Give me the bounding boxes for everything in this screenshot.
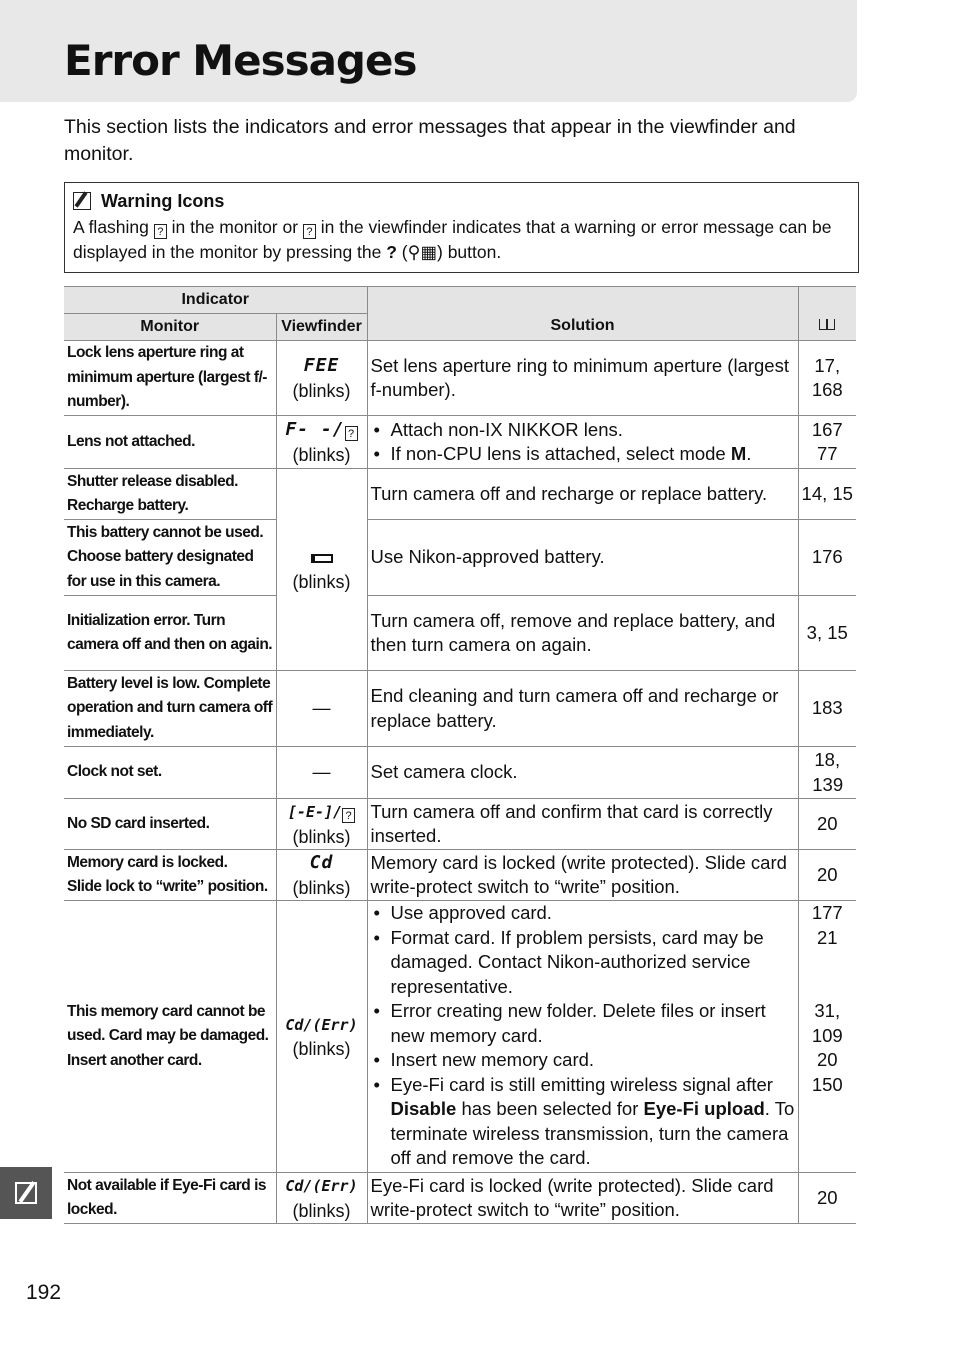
monitor-message: Clock not set. bbox=[64, 747, 276, 799]
solution-text bbox=[367, 416, 798, 469]
table-row bbox=[64, 799, 856, 850]
table-row bbox=[64, 1173, 856, 1224]
note-icon bbox=[73, 192, 91, 210]
help-icon: ? bbox=[342, 808, 355, 823]
solution-item bbox=[371, 1073, 795, 1171]
blinks-note: (blinks) bbox=[292, 571, 351, 592]
solution-text: Eye-Fi card is locked (write protected). Slide card write-protect switch to “write” position. bbox=[367, 1173, 798, 1224]
blinks-note: (blinks) bbox=[292, 1200, 351, 1221]
warning-header bbox=[73, 189, 850, 213]
warning-text-part: in the viewfinder indicates that a warning or error message can be displayed in the monitor by pressing the bbox=[73, 217, 832, 262]
help-icon: ? bbox=[303, 224, 316, 239]
warning-text-part: A flashing bbox=[73, 217, 154, 237]
monitor-message: Battery level is low. Complete operation and turn camera off immediately. bbox=[64, 671, 276, 747]
solution-part: If non-CPU lens is attached, select mode bbox=[390, 443, 731, 464]
page-ref: 20 bbox=[798, 1173, 856, 1224]
viewfinder-indicator bbox=[276, 341, 367, 416]
mode-m: M bbox=[730, 443, 747, 464]
solution-item bbox=[371, 442, 795, 467]
page-ref: 183 bbox=[798, 671, 856, 747]
solution-text: Turn camera off and recharge or replace battery. bbox=[367, 469, 798, 520]
viewfinder-code: Cd bbox=[309, 852, 334, 873]
page-ref-item: 18, 139 bbox=[812, 749, 844, 795]
viewfinder-code: FEE bbox=[303, 355, 340, 376]
table-row bbox=[64, 671, 856, 747]
viewfinder-indicator bbox=[276, 1173, 367, 1224]
table-row bbox=[64, 416, 856, 469]
monitor-message: This battery cannot be used. Choose battery designated for use in this camera. bbox=[64, 520, 276, 596]
monitor-message-line: Slide lock to “write” position. bbox=[67, 878, 268, 895]
page-ref-item: 109 bbox=[811, 1024, 843, 1046]
page-title: Error Messages bbox=[64, 36, 417, 85]
warning-icons-box bbox=[64, 182, 859, 273]
warning-text-part: ( bbox=[396, 242, 408, 262]
viewfinder-indicator: — bbox=[276, 747, 367, 799]
page-ref bbox=[798, 901, 856, 1173]
solution-text bbox=[367, 901, 798, 1173]
monitor-message: Lock lens aperture ring at minimum aperture (largest f/-number). bbox=[64, 341, 276, 416]
page-ref-item: 31, bbox=[814, 1000, 841, 1021]
warning-text bbox=[73, 215, 850, 265]
solution-text: Memory card is locked (write protected). Slide card write-protect switch to “write” position. bbox=[367, 850, 798, 901]
page-ref-item: 177 bbox=[811, 902, 843, 923]
page-ref bbox=[798, 747, 856, 799]
warning-text-part: ) button. bbox=[437, 242, 502, 262]
header-solution: Solution bbox=[367, 287, 798, 341]
viewfinder-indicator bbox=[276, 416, 367, 469]
viewfinder-indicator: — bbox=[276, 671, 367, 747]
viewfinder-code: Cd/(Err) bbox=[285, 1177, 358, 1195]
solution-item: • Format card. If problem persists, card may be damaged. Contact Nikon-authorized service representative. bbox=[371, 926, 795, 1000]
page-number: 192 bbox=[26, 1281, 62, 1304]
monitor-message: Lens not attached. bbox=[64, 416, 276, 469]
monitor-message: Initialization error. Turn camera off and then on again. bbox=[64, 596, 276, 671]
error-messages-table bbox=[64, 286, 856, 1224]
viewfinder-indicator bbox=[276, 850, 367, 901]
menu-option-eye-fi-upload: Eye-Fi upload bbox=[643, 1098, 765, 1119]
blinks-note: (blinks) bbox=[292, 1039, 351, 1059]
viewfinder-code: F- -/ bbox=[285, 419, 345, 440]
solution-text: Set camera clock. bbox=[367, 747, 798, 799]
page-ref-spacer bbox=[802, 975, 854, 1000]
solution-text: Turn camera off and confirm that card is correctly inserted. bbox=[367, 799, 798, 850]
page-ref: 20 bbox=[798, 850, 856, 901]
monitor-message: Shutter release disabled. Recharge battery. bbox=[64, 469, 276, 520]
monitor-message: This memory card cannot be used. Card may be damaged. Insert another card. bbox=[64, 901, 276, 1173]
solution-item: • Insert new memory card. bbox=[371, 1048, 795, 1073]
viewfinder-indicator bbox=[276, 901, 367, 1173]
solution-text: Set lens aperture ring to minimum aperture (largest f-number). bbox=[367, 341, 798, 416]
header-monitor: Monitor bbox=[64, 314, 276, 341]
monitor-message: No SD card inserted. bbox=[64, 799, 276, 850]
viewfinder-code: Cd/(Err) bbox=[285, 1015, 358, 1034]
table-row bbox=[64, 596, 856, 671]
table-row bbox=[64, 747, 856, 799]
solution-part: . To terminate wireless transmission, turn the camera off and remove the card. bbox=[390, 1098, 795, 1168]
solution-part: . bbox=[746, 443, 752, 464]
page-ref-item: 77 bbox=[816, 443, 838, 464]
header-page bbox=[798, 287, 856, 341]
table-row bbox=[64, 469, 856, 520]
solution-item: • Error creating new folder. Delete files or insert new memory card. bbox=[371, 999, 795, 1048]
section-tab bbox=[0, 1167, 52, 1219]
page-ref: 3, 15 bbox=[798, 596, 856, 671]
solution-text: Turn camera off, remove and replace battery, and then turn camera on again. bbox=[367, 596, 798, 671]
help-button-symbol: ? bbox=[386, 242, 397, 262]
page-ref-spacer bbox=[802, 950, 854, 975]
viewfinder-code: [-E-]/ bbox=[287, 803, 343, 821]
page-ref: 20 bbox=[798, 799, 856, 850]
page-ref-item: 21 bbox=[816, 926, 838, 948]
help-icon: ? bbox=[345, 426, 358, 441]
monitor-message: Not available if Eye-Fi card is locked. bbox=[64, 1173, 276, 1224]
header-indicator: Indicator bbox=[64, 287, 367, 314]
help-icon: ? bbox=[154, 224, 167, 239]
zoom-out-thumbnail-icon: ⚲▦ bbox=[407, 242, 437, 262]
table-row bbox=[64, 901, 856, 1173]
page-ref bbox=[798, 416, 856, 469]
blinks-note: (blinks) bbox=[292, 826, 351, 847]
table-row bbox=[64, 341, 856, 416]
warning-text-part: in the monitor or bbox=[166, 217, 303, 237]
page-ref: 14, 15 bbox=[798, 469, 856, 520]
viewfinder-indicator bbox=[276, 469, 367, 671]
page-ref-item: 167 bbox=[811, 418, 843, 440]
monitor-message bbox=[64, 850, 276, 901]
note-icon bbox=[15, 1182, 37, 1204]
blinks-note: (blinks) bbox=[292, 877, 351, 898]
solution-text: Use Nikon-approved battery. bbox=[367, 520, 798, 596]
page-ref: 17, 168 bbox=[798, 341, 856, 416]
solution-item: • Use approved card. bbox=[371, 901, 795, 926]
menu-option-disable: Disable bbox=[390, 1098, 457, 1119]
table-row bbox=[64, 850, 856, 901]
page-ref-item: 20 bbox=[816, 1049, 838, 1070]
book-icon bbox=[819, 319, 835, 330]
table-row bbox=[64, 520, 856, 596]
monitor-message-line: Memory card is locked. bbox=[67, 853, 228, 871]
header-viewfinder: Viewfinder bbox=[276, 314, 367, 341]
intro-paragraph: This section lists the indicators and error messages that appear in the viewfinder and monitor. bbox=[64, 116, 796, 165]
solution-part: has been selected for bbox=[456, 1098, 644, 1119]
solution-text: End cleaning and turn camera off and recharge or replace battery. bbox=[367, 671, 798, 747]
page-ref-item: 150 bbox=[811, 1073, 843, 1095]
solution-part: Eye-Fi card is still emitting wireless signal after bbox=[390, 1073, 773, 1095]
battery-icon bbox=[311, 554, 333, 563]
blinks-note: (blinks) bbox=[292, 444, 351, 465]
solution-item: • Attach non-IX NIKKOR lens. bbox=[371, 418, 795, 443]
viewfinder-indicator bbox=[276, 799, 367, 850]
page-ref: 176 bbox=[798, 520, 856, 596]
warning-title: Warning Icons bbox=[101, 190, 225, 211]
blinks-note: (blinks) bbox=[292, 380, 351, 401]
